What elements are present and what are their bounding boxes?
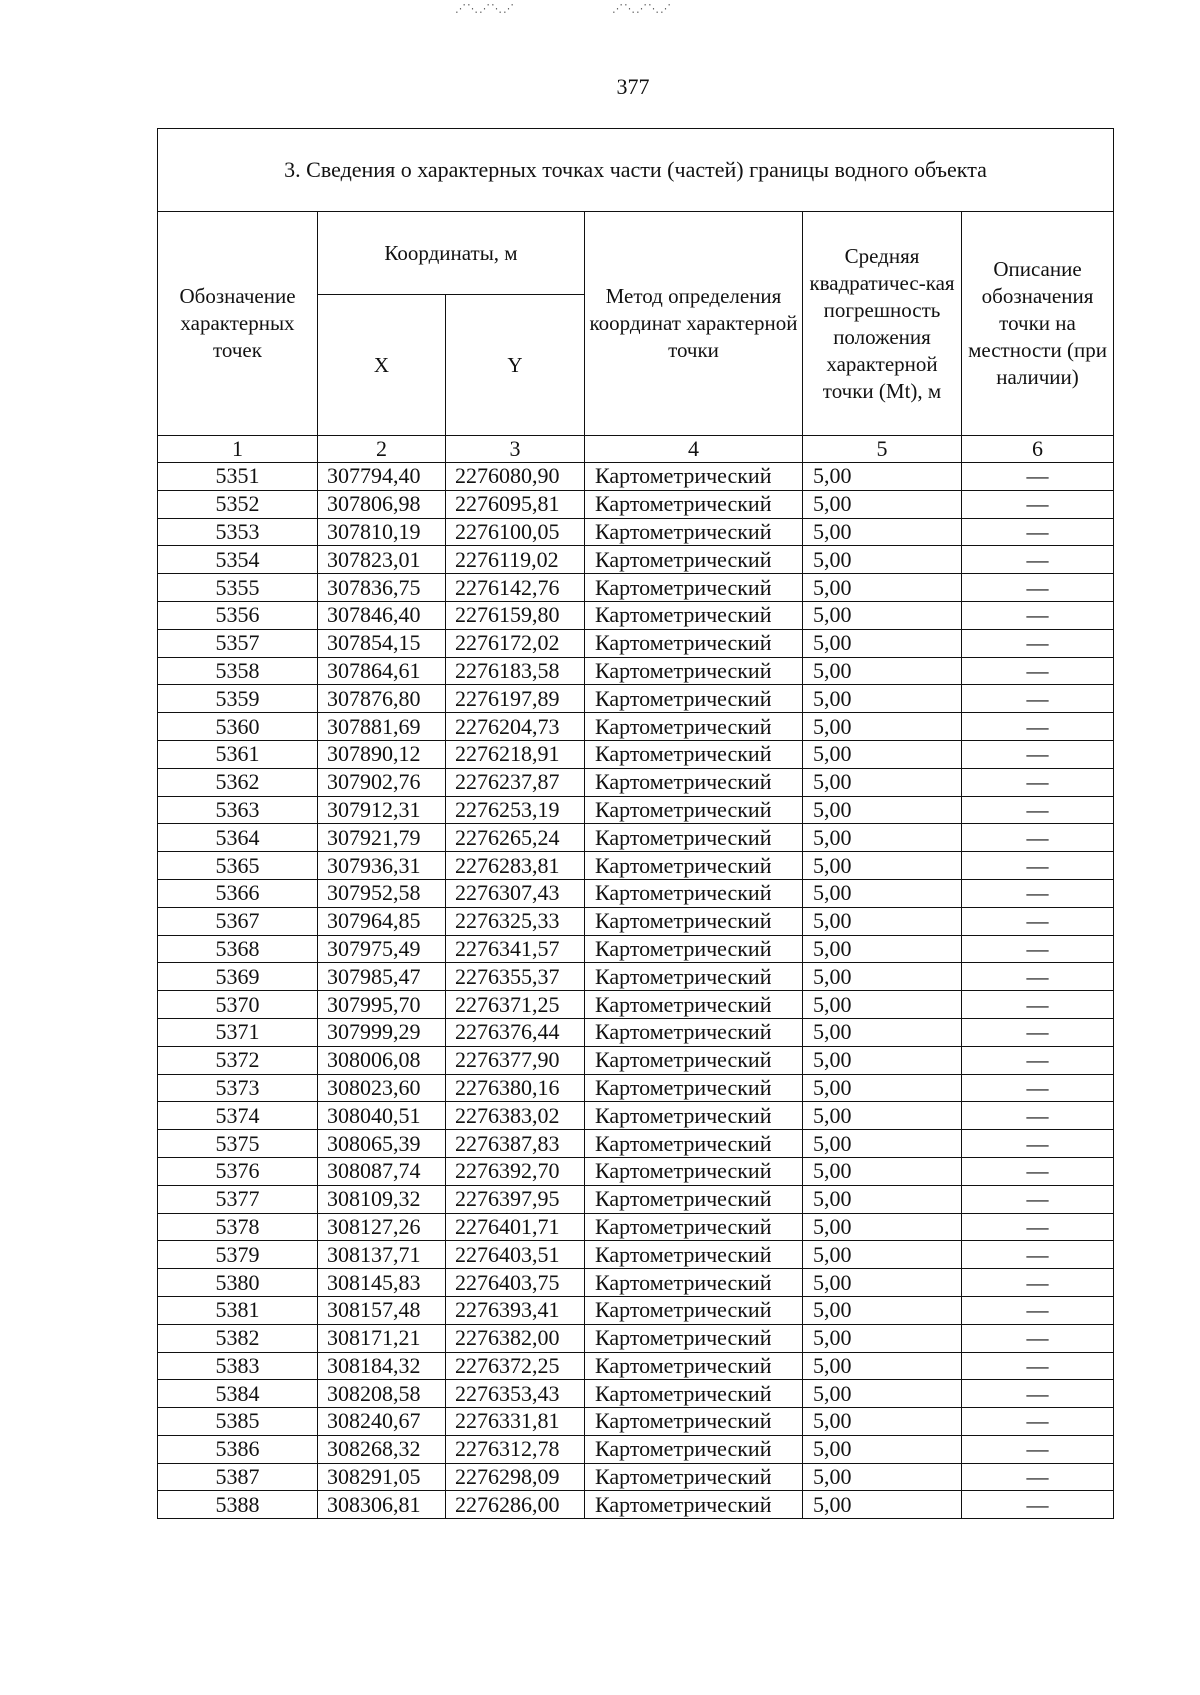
error-cell: 5,00 xyxy=(803,991,962,1019)
method-cell: Картометрический xyxy=(585,852,803,880)
x-coordinate-cell: 308306,81 xyxy=(318,1491,446,1519)
method-cell: Картометрический xyxy=(585,685,803,713)
point-id-cell: 5356 xyxy=(158,601,318,629)
table-row xyxy=(158,1408,1114,1436)
point-id-cell: 5387 xyxy=(158,1463,318,1491)
description-cell: — xyxy=(962,1269,1114,1297)
y-coordinate-cell: 2276392,70 xyxy=(446,1157,585,1185)
method-cell: Картометрический xyxy=(585,1296,803,1324)
x-coordinate-cell: 308065,39 xyxy=(318,1130,446,1158)
method-cell: Картометрический xyxy=(585,991,803,1019)
table-row xyxy=(158,1130,1114,1158)
table-row xyxy=(158,546,1114,574)
point-id-cell: 5375 xyxy=(158,1130,318,1158)
error-cell: 5,00 xyxy=(803,1130,962,1158)
table-row xyxy=(158,1435,1114,1463)
error-cell: 5,00 xyxy=(803,1269,962,1297)
x-coordinate-cell: 307823,01 xyxy=(318,546,446,574)
table-row xyxy=(158,713,1114,741)
point-id-cell: 5371 xyxy=(158,1018,318,1046)
error-cell: 5,00 xyxy=(803,1046,962,1074)
point-id-cell: 5388 xyxy=(158,1491,318,1519)
point-id-cell: 5366 xyxy=(158,879,318,907)
point-id-cell: 5358 xyxy=(158,657,318,685)
table-row xyxy=(158,1074,1114,1102)
description-cell: — xyxy=(962,1380,1114,1408)
method-cell: Картометрический xyxy=(585,490,803,518)
error-cell: 5,00 xyxy=(803,1408,962,1436)
x-coordinate-cell: 308040,51 xyxy=(318,1102,446,1130)
description-cell: — xyxy=(962,574,1114,602)
table-row xyxy=(158,490,1114,518)
table-row xyxy=(158,963,1114,991)
column-number: 2 xyxy=(318,436,446,463)
error-cell: 5,00 xyxy=(803,1213,962,1241)
error-cell: 5,00 xyxy=(803,1380,962,1408)
description-cell: — xyxy=(962,1241,1114,1269)
x-coordinate-cell: 307964,85 xyxy=(318,907,446,935)
description-cell: — xyxy=(962,1296,1114,1324)
x-coordinate-cell: 307806,98 xyxy=(318,490,446,518)
point-id-cell: 5378 xyxy=(158,1213,318,1241)
description-cell: — xyxy=(962,796,1114,824)
error-cell: 5,00 xyxy=(803,685,962,713)
x-coordinate-cell: 307846,40 xyxy=(318,601,446,629)
y-coordinate-cell: 2276325,33 xyxy=(446,907,585,935)
method-cell: Картометрический xyxy=(585,518,803,546)
table-row xyxy=(158,1046,1114,1074)
description-cell: — xyxy=(962,1408,1114,1436)
point-id-cell: 5367 xyxy=(158,907,318,935)
description-cell: — xyxy=(962,1463,1114,1491)
table-row xyxy=(158,1463,1114,1491)
table-row xyxy=(158,1380,1114,1408)
error-cell: 5,00 xyxy=(803,740,962,768)
description-cell: — xyxy=(962,991,1114,1019)
y-coordinate-cell: 2276377,90 xyxy=(446,1046,585,1074)
y-coordinate-cell: 2276372,25 xyxy=(446,1352,585,1380)
description-cell: — xyxy=(962,463,1114,491)
y-coordinate-cell: 2276095,81 xyxy=(446,490,585,518)
method-cell: Картометрический xyxy=(585,935,803,963)
method-cell: Картометрический xyxy=(585,1352,803,1380)
table-row xyxy=(158,879,1114,907)
table-row xyxy=(158,629,1114,657)
method-cell: Картометрический xyxy=(585,1435,803,1463)
column-number: 5 xyxy=(803,436,962,463)
error-cell: 5,00 xyxy=(803,490,962,518)
header-point: Обозначение характерных точек xyxy=(158,212,318,436)
error-cell: 5,00 xyxy=(803,629,962,657)
error-cell: 5,00 xyxy=(803,1185,962,1213)
table-row xyxy=(158,1157,1114,1185)
y-coordinate-cell: 2276298,09 xyxy=(446,1463,585,1491)
method-cell: Картометрический xyxy=(585,1380,803,1408)
method-cell: Картометрический xyxy=(585,768,803,796)
method-cell: Картометрический xyxy=(585,1408,803,1436)
point-id-cell: 5359 xyxy=(158,685,318,713)
error-cell: 5,00 xyxy=(803,1102,962,1130)
table-row xyxy=(158,824,1114,852)
error-cell: 5,00 xyxy=(803,824,962,852)
y-coordinate-cell: 2276382,00 xyxy=(446,1324,585,1352)
description-cell: — xyxy=(962,907,1114,935)
header-y: Y xyxy=(446,295,585,436)
y-coordinate-cell: 2276307,43 xyxy=(446,879,585,907)
table-row xyxy=(158,1241,1114,1269)
point-id-cell: 5374 xyxy=(158,1102,318,1130)
description-cell: — xyxy=(962,935,1114,963)
y-coordinate-cell: 2276355,37 xyxy=(446,963,585,991)
method-cell: Картометрический xyxy=(585,1213,803,1241)
x-coordinate-cell: 307836,75 xyxy=(318,574,446,602)
point-id-cell: 5365 xyxy=(158,852,318,880)
method-cell: Картометрический xyxy=(585,1102,803,1130)
point-id-cell: 5386 xyxy=(158,1435,318,1463)
point-id-cell: 5376 xyxy=(158,1157,318,1185)
point-id-cell: 5370 xyxy=(158,991,318,1019)
x-coordinate-cell: 307902,76 xyxy=(318,768,446,796)
scan-artifact: ⋰⋱⋰⋱⋰ xyxy=(612,3,672,15)
method-cell: Картометрический xyxy=(585,1463,803,1491)
y-coordinate-cell: 2276218,91 xyxy=(446,740,585,768)
error-cell: 5,00 xyxy=(803,518,962,546)
point-id-cell: 5357 xyxy=(158,629,318,657)
y-coordinate-cell: 2276403,75 xyxy=(446,1269,585,1297)
x-coordinate-cell: 307975,49 xyxy=(318,935,446,963)
y-coordinate-cell: 2276376,44 xyxy=(446,1018,585,1046)
method-cell: Картометрический xyxy=(585,629,803,657)
description-cell: — xyxy=(962,1352,1114,1380)
error-cell: 5,00 xyxy=(803,1241,962,1269)
table-row xyxy=(158,1491,1114,1519)
y-coordinate-cell: 2276080,90 xyxy=(446,463,585,491)
table-row xyxy=(158,463,1114,491)
x-coordinate-cell: 307794,40 xyxy=(318,463,446,491)
x-coordinate-cell: 307912,31 xyxy=(318,796,446,824)
x-coordinate-cell: 307985,47 xyxy=(318,963,446,991)
error-cell: 5,00 xyxy=(803,657,962,685)
point-id-cell: 5354 xyxy=(158,546,318,574)
x-coordinate-cell: 307999,29 xyxy=(318,1018,446,1046)
y-coordinate-cell: 2276119,02 xyxy=(446,546,585,574)
description-cell: — xyxy=(962,685,1114,713)
y-coordinate-cell: 2276142,76 xyxy=(446,574,585,602)
point-id-cell: 5380 xyxy=(158,1269,318,1297)
x-coordinate-cell: 307876,80 xyxy=(318,685,446,713)
table-row xyxy=(158,1018,1114,1046)
x-coordinate-cell: 307810,19 xyxy=(318,518,446,546)
method-cell: Картометрический xyxy=(585,601,803,629)
method-cell: Картометрический xyxy=(585,463,803,491)
x-coordinate-cell: 307936,31 xyxy=(318,852,446,880)
x-coordinate-cell: 307995,70 xyxy=(318,991,446,1019)
point-id-cell: 5373 xyxy=(158,1074,318,1102)
header-coordinates: Координаты, м xyxy=(318,212,585,295)
method-cell: Картометрический xyxy=(585,796,803,824)
y-coordinate-cell: 2276403,51 xyxy=(446,1241,585,1269)
table-row xyxy=(158,1213,1114,1241)
error-cell: 5,00 xyxy=(803,963,962,991)
header-error: Средняя квадратичес-кая погрешность положения характерной точки (Mt), м xyxy=(803,212,962,436)
description-cell: — xyxy=(962,963,1114,991)
table-row xyxy=(158,1269,1114,1297)
description-cell: — xyxy=(962,740,1114,768)
x-coordinate-cell: 308184,32 xyxy=(318,1352,446,1380)
description-cell: — xyxy=(962,1102,1114,1130)
point-id-cell: 5377 xyxy=(158,1185,318,1213)
table-row xyxy=(158,574,1114,602)
table-row xyxy=(158,1324,1114,1352)
point-id-cell: 5382 xyxy=(158,1324,318,1352)
method-cell: Картометрический xyxy=(585,824,803,852)
description-cell: — xyxy=(962,601,1114,629)
header-description: Описание обозначения точки на местности (при наличии) xyxy=(962,212,1114,436)
description-cell: — xyxy=(962,1213,1114,1241)
table-row xyxy=(158,657,1114,685)
method-cell: Картометрический xyxy=(585,1269,803,1297)
description-cell: — xyxy=(962,1185,1114,1213)
table-row xyxy=(158,1296,1114,1324)
x-coordinate-cell: 307952,58 xyxy=(318,879,446,907)
description-cell: — xyxy=(962,879,1114,907)
error-cell: 5,00 xyxy=(803,574,962,602)
point-id-cell: 5381 xyxy=(158,1296,318,1324)
error-cell: 5,00 xyxy=(803,1074,962,1102)
table-row xyxy=(158,1352,1114,1380)
column-number: 3 xyxy=(446,436,585,463)
method-cell: Картометрический xyxy=(585,1074,803,1102)
x-coordinate-cell: 308171,21 xyxy=(318,1324,446,1352)
description-cell: — xyxy=(962,824,1114,852)
point-id-cell: 5369 xyxy=(158,963,318,991)
x-coordinate-cell: 308127,26 xyxy=(318,1213,446,1241)
error-cell: 5,00 xyxy=(803,546,962,574)
description-cell: — xyxy=(962,1491,1114,1519)
x-coordinate-cell: 308109,32 xyxy=(318,1185,446,1213)
y-coordinate-cell: 2276380,16 xyxy=(446,1074,585,1102)
point-id-cell: 5384 xyxy=(158,1380,318,1408)
column-number: 6 xyxy=(962,436,1114,463)
table-row xyxy=(158,991,1114,1019)
error-cell: 5,00 xyxy=(803,713,962,741)
error-cell: 5,00 xyxy=(803,879,962,907)
y-coordinate-cell: 2276237,87 xyxy=(446,768,585,796)
y-coordinate-cell: 2276331,81 xyxy=(446,1408,585,1436)
x-coordinate-cell: 308137,71 xyxy=(318,1241,446,1269)
description-cell: — xyxy=(962,1018,1114,1046)
point-id-cell: 5362 xyxy=(158,768,318,796)
x-coordinate-cell: 308291,05 xyxy=(318,1463,446,1491)
description-cell: — xyxy=(962,1435,1114,1463)
point-id-cell: 5363 xyxy=(158,796,318,824)
method-cell: Картометрический xyxy=(585,546,803,574)
method-cell: Картометрический xyxy=(585,907,803,935)
scan-artifact: ⋰⋱⋰⋱⋰ xyxy=(455,3,515,15)
table-row xyxy=(158,1185,1114,1213)
point-id-cell: 5351 xyxy=(158,463,318,491)
description-cell: — xyxy=(962,1324,1114,1352)
description-cell: — xyxy=(962,546,1114,574)
error-cell: 5,00 xyxy=(803,1352,962,1380)
description-cell: — xyxy=(962,490,1114,518)
point-id-cell: 5379 xyxy=(158,1241,318,1269)
point-id-cell: 5355 xyxy=(158,574,318,602)
y-coordinate-cell: 2276159,80 xyxy=(446,601,585,629)
description-cell: — xyxy=(962,768,1114,796)
method-cell: Картометрический xyxy=(585,1046,803,1074)
x-coordinate-cell: 307921,79 xyxy=(318,824,446,852)
x-coordinate-cell: 308157,48 xyxy=(318,1296,446,1324)
table-title: 3. Сведения о характерных точках части (частей) границы водного объекта xyxy=(158,129,1114,212)
method-cell: Картометрический xyxy=(585,963,803,991)
description-cell: — xyxy=(962,1130,1114,1158)
description-cell: — xyxy=(962,518,1114,546)
x-coordinate-cell: 308268,32 xyxy=(318,1435,446,1463)
table-row xyxy=(158,518,1114,546)
y-coordinate-cell: 2276312,78 xyxy=(446,1435,585,1463)
point-id-cell: 5361 xyxy=(158,740,318,768)
description-cell: — xyxy=(962,1157,1114,1185)
description-cell: — xyxy=(962,629,1114,657)
method-cell: Картометрический xyxy=(585,657,803,685)
x-coordinate-cell: 308240,67 xyxy=(318,1408,446,1436)
column-number: 1 xyxy=(158,436,318,463)
error-cell: 5,00 xyxy=(803,852,962,880)
description-cell: — xyxy=(962,713,1114,741)
page-number: 377 xyxy=(616,74,650,99)
table-row xyxy=(158,685,1114,713)
point-id-cell: 5364 xyxy=(158,824,318,852)
x-coordinate-cell: 307881,69 xyxy=(318,713,446,741)
method-cell: Картометрический xyxy=(585,1157,803,1185)
point-id-cell: 5368 xyxy=(158,935,318,963)
y-coordinate-cell: 2276371,25 xyxy=(446,991,585,1019)
error-cell: 5,00 xyxy=(803,768,962,796)
error-cell: 5,00 xyxy=(803,463,962,491)
description-cell: — xyxy=(962,1046,1114,1074)
method-cell: Картометрический xyxy=(585,1130,803,1158)
y-coordinate-cell: 2276197,89 xyxy=(446,685,585,713)
method-cell: Картометрический xyxy=(585,1241,803,1269)
y-coordinate-cell: 2276265,24 xyxy=(446,824,585,852)
y-coordinate-cell: 2276286,00 xyxy=(446,1491,585,1519)
table-row xyxy=(158,768,1114,796)
header-method: Метод определения координат характерной точки xyxy=(585,212,803,436)
error-cell: 5,00 xyxy=(803,1157,962,1185)
method-cell: Картометрический xyxy=(585,740,803,768)
table-row xyxy=(158,601,1114,629)
point-id-cell: 5352 xyxy=(158,490,318,518)
x-coordinate-cell: 308087,74 xyxy=(318,1157,446,1185)
boundary-points-table xyxy=(157,128,1114,1519)
table-row xyxy=(158,907,1114,935)
y-coordinate-cell: 2276283,81 xyxy=(446,852,585,880)
error-cell: 5,00 xyxy=(803,1018,962,1046)
table-row xyxy=(158,852,1114,880)
y-coordinate-cell: 2276401,71 xyxy=(446,1213,585,1241)
point-id-cell: 5353 xyxy=(158,518,318,546)
column-number: 4 xyxy=(585,436,803,463)
table-row xyxy=(158,796,1114,824)
error-cell: 5,00 xyxy=(803,796,962,824)
error-cell: 5,00 xyxy=(803,1463,962,1491)
point-id-cell: 5372 xyxy=(158,1046,318,1074)
method-cell: Картометрический xyxy=(585,713,803,741)
header-x: X xyxy=(318,295,446,436)
point-id-cell: 5383 xyxy=(158,1352,318,1380)
description-cell: — xyxy=(962,657,1114,685)
error-cell: 5,00 xyxy=(803,1324,962,1352)
error-cell: 5,00 xyxy=(803,1296,962,1324)
table-row xyxy=(158,1102,1114,1130)
error-cell: 5,00 xyxy=(803,1435,962,1463)
y-coordinate-cell: 2276387,83 xyxy=(446,1130,585,1158)
y-coordinate-cell: 2276383,02 xyxy=(446,1102,585,1130)
description-cell: — xyxy=(962,852,1114,880)
y-coordinate-cell: 2276100,05 xyxy=(446,518,585,546)
method-cell: Картометрический xyxy=(585,1491,803,1519)
y-coordinate-cell: 2276172,02 xyxy=(446,629,585,657)
y-coordinate-cell: 2276397,95 xyxy=(446,1185,585,1213)
description-cell: — xyxy=(962,1074,1114,1102)
x-coordinate-cell: 308023,60 xyxy=(318,1074,446,1102)
method-cell: Картометрический xyxy=(585,574,803,602)
y-coordinate-cell: 2276353,43 xyxy=(446,1380,585,1408)
x-coordinate-cell: 308006,08 xyxy=(318,1046,446,1074)
method-cell: Картометрический xyxy=(585,1018,803,1046)
x-coordinate-cell: 307864,61 xyxy=(318,657,446,685)
method-cell: Картометрический xyxy=(585,1185,803,1213)
x-coordinate-cell: 307854,15 xyxy=(318,629,446,657)
point-id-cell: 5360 xyxy=(158,713,318,741)
error-cell: 5,00 xyxy=(803,601,962,629)
table-row xyxy=(158,740,1114,768)
method-cell: Картометрический xyxy=(585,1324,803,1352)
error-cell: 5,00 xyxy=(803,1491,962,1519)
error-cell: 5,00 xyxy=(803,907,962,935)
y-coordinate-cell: 2276183,58 xyxy=(446,657,585,685)
y-coordinate-cell: 2276253,19 xyxy=(446,796,585,824)
x-coordinate-cell: 308145,83 xyxy=(318,1269,446,1297)
error-cell: 5,00 xyxy=(803,935,962,963)
x-coordinate-cell: 307890,12 xyxy=(318,740,446,768)
point-id-cell: 5385 xyxy=(158,1408,318,1436)
method-cell: Картометрический xyxy=(585,879,803,907)
x-coordinate-cell: 308208,58 xyxy=(318,1380,446,1408)
y-coordinate-cell: 2276393,41 xyxy=(446,1296,585,1324)
y-coordinate-cell: 2276341,57 xyxy=(446,935,585,963)
y-coordinate-cell: 2276204,73 xyxy=(446,713,585,741)
table-row xyxy=(158,935,1114,963)
